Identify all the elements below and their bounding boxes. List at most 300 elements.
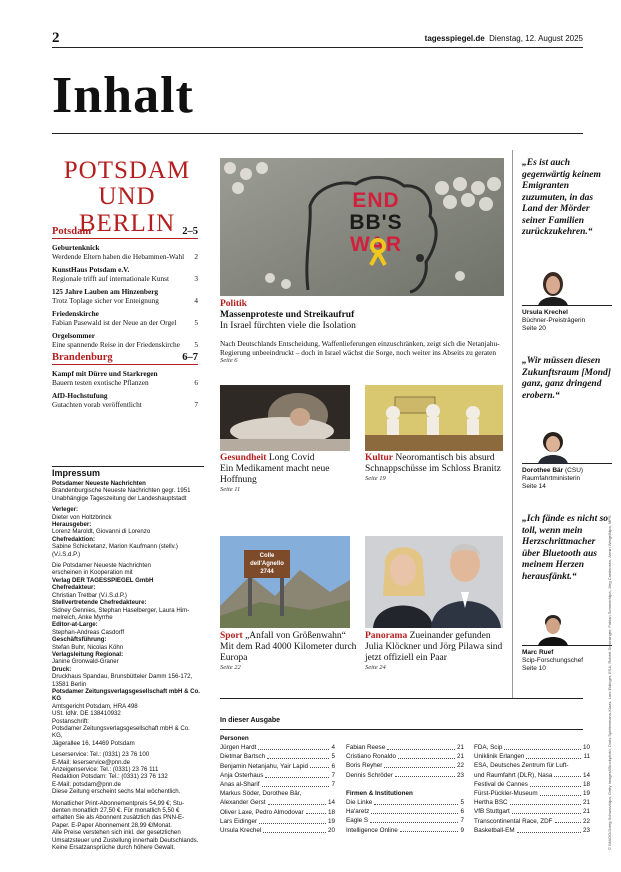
index-page: 21 <box>456 744 464 751</box>
pass-sign-line3: 2744 <box>260 569 274 575</box>
main-photo <box>220 158 504 296</box>
index-leader <box>554 771 581 778</box>
index-leader <box>510 798 581 805</box>
impressum-text: melreich, Anke Myrrhe <box>52 613 113 621</box>
impressum-line <box>52 658 204 665</box>
index-entry: Cristiano Ronaldo <box>346 753 397 761</box>
index-row <box>474 798 590 807</box>
index-row <box>220 808 335 817</box>
toc-brandenburg-pages: 6–7 <box>182 352 198 363</box>
impressum-text: Brandenburgische Neueste Nachrichten gegr. 1951 <box>52 487 191 495</box>
impressum-label: Verlagsleitung Regional: <box>52 650 124 658</box>
impressum-line <box>52 592 204 599</box>
index-page: 20 <box>327 827 335 835</box>
busts-image <box>365 385 503 451</box>
graffiti-line3: WAR <box>350 233 402 256</box>
impressum-label: Druck: <box>52 665 72 673</box>
impressum-line <box>52 599 204 606</box>
toc-item-text <box>52 369 158 387</box>
sport-kicker: Sport <box>220 631 243 641</box>
impressum-line <box>52 844 204 851</box>
impressum-line <box>52 666 204 673</box>
index-row <box>474 780 590 789</box>
pass-sign-line1: Colle <box>259 553 275 559</box>
impressum-text: Alle Preise verstehen sich inkl. der gesetzlichen <box>52 829 181 837</box>
index-page: 7 <box>331 771 335 779</box>
culture-article <box>365 453 505 482</box>
toc-potsdam-pages: 2–5 <box>182 226 198 237</box>
index-page: 9 <box>460 826 464 834</box>
impressum-text: 13581 Berlin <box>52 680 87 688</box>
index-leader <box>374 798 458 805</box>
impressum-text: Paper. E-Paper Abonnement 28,99 €/Monat. <box>52 821 172 829</box>
toc-item-title: 125 Jahre Lauben am Hinzenberg <box>52 287 159 296</box>
index-page: 21 <box>456 753 464 761</box>
main-page-ref: Seite 6 <box>220 357 238 364</box>
index-entry: Boris Reyher <box>346 762 383 770</box>
panorama-kicker: Panorama <box>365 631 408 641</box>
index-page: 21 <box>582 808 590 816</box>
index-entry: Ha'aretz <box>346 808 370 816</box>
index-row <box>346 826 464 835</box>
impressum-line <box>52 480 204 487</box>
quote-2-attribution <box>522 467 583 491</box>
impressum-text: Stephan-Andreas Casdorff <box>52 628 125 636</box>
masthead <box>425 34 583 43</box>
index-entry: Dietmar Bartsch <box>220 753 266 761</box>
avatar <box>536 430 570 464</box>
index-row <box>220 771 335 780</box>
index-entry: Hertha BSC <box>474 799 508 807</box>
toc-item-page: 5 <box>194 318 198 327</box>
toc-item-text <box>52 309 176 327</box>
impressum-label: Verlag DER TAGESSPIEGEL GmbH <box>52 576 154 584</box>
impressum-text: KG, <box>52 732 63 740</box>
toc-potsdam-list <box>52 243 198 349</box>
panorama-page-ref: Seite 24 <box>365 664 386 671</box>
toc-item-text <box>52 243 184 261</box>
toc-item-description: Trotz Toplage sicher vor Enteignung <box>52 296 159 305</box>
index-leader <box>400 826 459 833</box>
index-row <box>220 826 335 835</box>
impressum-text: Die Potsdamer Neueste Nachrichten <box>52 562 151 570</box>
impressum-text: Druckhaus Spandau, Brunsbütteler Damm 156-172, <box>52 673 193 681</box>
toc-item-page: 4 <box>194 296 198 305</box>
index-leader <box>267 752 329 759</box>
impressum-line <box>52 688 204 703</box>
issue-date: Dienstag, 12. August 2025 <box>489 34 583 43</box>
index-entry: Basketball-EM <box>474 826 515 834</box>
sleeping-person-image <box>220 385 350 451</box>
impressum-text: denten monatlich 27,50 €. Für monatlich 5,50 € <box>52 807 180 815</box>
toc-item-description: Gutachten vorab veröffentlicht <box>52 400 142 409</box>
impressum-title: Impressum <box>52 468 101 478</box>
impressum-text: Umsatzsteuer und Zustellung innerhalb Deutschlands. <box>52 836 199 844</box>
impressum-line <box>52 621 204 628</box>
index-leader <box>265 771 329 778</box>
impressum-line <box>52 732 204 739</box>
index-leader <box>387 743 455 750</box>
avatar <box>536 612 570 646</box>
index-entry: Lars Eidinger <box>220 817 258 825</box>
impressum-line <box>52 521 204 528</box>
index-page: 10 <box>582 744 590 751</box>
impressum-line <box>52 759 204 766</box>
toc-item-description: Eine spannende Reise in der Friedenskirche <box>52 340 180 349</box>
impressum-line <box>52 829 204 836</box>
impressum-text: Postanschrift: <box>52 717 89 725</box>
index-firms-label: Firmen & Institutionen <box>346 789 413 797</box>
index-row <box>346 816 464 825</box>
column-divider <box>512 150 513 698</box>
impressum-label: Potsdamer Zeitungsverlagsgesellschaft mbH & Co. KG <box>52 687 200 703</box>
toc-item <box>52 265 198 283</box>
pass-sign <box>244 550 290 578</box>
index-page: 18 <box>327 808 335 816</box>
index-entry: Benjamin Netanjahu, Yair Lapid <box>220 762 308 770</box>
impressum-body <box>52 480 204 852</box>
index-column-3 <box>474 743 590 835</box>
index-leader <box>526 752 581 759</box>
index-rule <box>220 698 583 699</box>
toc-item <box>52 309 198 327</box>
impressum-text: Sidney Gennies, Stephan Haselberger, Laura Him- <box>52 606 190 614</box>
index-leader <box>540 789 581 796</box>
index-entry: Anas al-Sharif <box>220 781 260 789</box>
toc-item-description: Regionale trifft auf internationale Kunst <box>52 274 169 283</box>
main-kicker: Politik <box>220 299 247 309</box>
index-entry: Eagle S <box>346 817 369 825</box>
toc-item-page: 6 <box>194 378 198 387</box>
index-page: 23 <box>582 826 590 834</box>
impressum-text: Monatlicher Print-Abonnementpreis 54,99 €; Stu- <box>52 799 185 807</box>
impressum-text: Leserservice: Tel.: (0331) 23 76 100 <box>52 751 150 759</box>
toc-item-title: Orgelsommer <box>52 331 95 340</box>
index-leader <box>306 808 326 815</box>
index-page: 22 <box>582 817 590 825</box>
health-kicker: Gesundheit <box>220 453 267 463</box>
toc-brandenburg <box>52 352 198 413</box>
toc-brandenburg-list <box>52 369 198 409</box>
toc-potsdam-label: Potsdam <box>52 226 92 237</box>
index-leader <box>398 752 455 759</box>
toc-item-title: AfD-Hochstufung <box>52 391 108 400</box>
index-page: 4 <box>331 744 335 752</box>
main-subtitle: In Israel fürchten viele die Isolation <box>220 321 356 331</box>
sport-title: „Anfall von Größenwahn“ <box>245 631 346 641</box>
yellow-ribbon-icon <box>368 238 388 266</box>
page-number: 2 <box>52 30 60 46</box>
health-article <box>220 453 350 493</box>
quote-3-page: Seite 10 <box>522 665 546 672</box>
index-row <box>220 743 335 752</box>
index-column-1 <box>220 734 335 835</box>
avatar <box>536 270 570 306</box>
impressum-line <box>52 814 204 821</box>
quote-3-name: Marc Ruef <box>522 649 554 656</box>
impressum-text: E-Mail: potsdam@pnn.de <box>52 780 121 788</box>
index-row <box>220 817 335 826</box>
index-firms-list-2 <box>474 743 590 835</box>
toc-item-text <box>52 331 180 349</box>
quote-2: „Wir müssen diesen Zukunftsraum [Mond] ganz, ganz dringend erobern.“ <box>522 356 611 401</box>
index-entry: VfB Stuttgart <box>474 808 510 816</box>
impressum-label: Chefredaktion: <box>52 535 95 543</box>
impressum-label: Stellvertretende Chefredakteure: <box>52 599 147 607</box>
index-entry: Markus Söder, Dorothee Bär, <box>220 790 302 798</box>
toc-item <box>52 243 198 261</box>
impressum-line <box>52 788 204 795</box>
index-row <box>474 817 590 826</box>
impressum-label: Potsdamer Neueste Nachrichten <box>52 480 146 487</box>
panorama-subtitle: Julia Klöckner und Jörg Pilawa sind jetzt offiziell ein Paar <box>365 642 503 663</box>
toc-item <box>52 331 198 349</box>
index-row <box>474 826 590 835</box>
impressum-text: Stefan Buhr, Nicolas Köhn <box>52 643 124 651</box>
sport-subtitle: Mit dem Rad 4000 Kilometer durch Europa <box>220 642 357 663</box>
health-subtitle: Ein Medikament macht neue Hoffnung <box>220 464 330 485</box>
impressum-text: Christian Tretbar (V.i.S.d.P.) <box>52 591 127 599</box>
toc-potsdam-head <box>52 226 198 239</box>
impressum-line <box>52 703 204 710</box>
impressum-line <box>52 506 204 513</box>
impressum-text: Dieter von Holtzbrinck <box>52 513 112 521</box>
quote-1: „Es ist auch gegenwärtig keinem Emigranten zuzumuten, in das Land der Mörder seiner Familien zurückzukehren.“ <box>522 158 601 237</box>
impressum-line <box>52 562 204 569</box>
impressum-line <box>52 528 204 535</box>
index-page: 5 <box>460 799 464 807</box>
health-page-ref: Seite 11 <box>220 486 241 493</box>
index-page: 5 <box>331 753 335 761</box>
index-row <box>220 752 335 761</box>
main-body: Nach Deutschlands Entscheidung, Waffenlieferungen einzuschränken, zeigt sich die Netanjahu-Regierung unbeeindruckt – doch in Israel wächst die Sorge, noch weiter ins Abseits zu geraten <box>220 339 500 357</box>
impressum-text: Jägerallee 16, 14469 Potsdam <box>52 739 135 747</box>
header-rule <box>52 47 583 48</box>
index-row <box>220 789 335 798</box>
main-article <box>220 299 504 364</box>
index-leader <box>310 762 330 769</box>
impressum-text: Amtsgericht Potsdam, HRA 498 <box>52 702 138 710</box>
index-entry: Oliver Laxe, Pedro Almodovar <box>220 808 304 816</box>
toc-item <box>52 391 198 409</box>
index-page: 19 <box>582 790 590 798</box>
quote-1-portrait-wrap <box>522 270 612 306</box>
graffiti-line2: BB'S <box>349 211 403 234</box>
quote-3: „Ich fände es nicht so toll, wenn mein Herzschrittmacher über Bluetooth aus meinem Herzen herausfänkt.“ <box>522 514 609 582</box>
quote-1-role: Büchner-Preisträgerin <box>522 317 586 324</box>
index-entry: ESA, Deutsches Zentrum für Luft- <box>474 762 569 770</box>
toc-brandenburg-head <box>52 352 198 365</box>
index-row <box>346 771 464 780</box>
impressum-line <box>52 807 204 814</box>
index-row <box>474 752 590 761</box>
index-leader <box>512 807 581 814</box>
impressum-line <box>52 607 204 614</box>
index-firms-list <box>346 798 464 835</box>
impressum-line <box>52 584 204 591</box>
index-entry: Uniklinik Erlangen <box>474 753 525 761</box>
index-persons-label: Personen <box>220 735 249 742</box>
impressum-text: Lorenz Maroldt, Giovanni di Lorenzo <box>52 528 151 536</box>
impressum-line <box>52 636 204 643</box>
impressum-line <box>52 718 204 725</box>
index-page: 21 <box>582 799 590 807</box>
impressum-line <box>52 773 204 780</box>
impressum-line <box>52 651 204 658</box>
toc-item-text <box>52 265 169 283</box>
index-leader <box>258 743 329 750</box>
index-leader <box>268 798 326 805</box>
index-column-2 <box>346 743 464 835</box>
index-page: 23 <box>456 771 464 779</box>
impressum-text: Redaktion Potsdam: Tel.: (0331) 23 76 132 <box>52 773 168 781</box>
toc-item-description: Fabian Pasewald ist der Neue an der Orgel <box>52 318 177 327</box>
pass-sign-line2: dell'Agnello <box>250 561 284 567</box>
impressum-rule <box>52 466 204 467</box>
impressum-line <box>52 710 204 717</box>
toc-item <box>52 287 198 305</box>
index-entry: Festival de Cannes <box>474 780 528 788</box>
toc-item-title: Geburtenknick <box>52 243 100 252</box>
impressum-line <box>52 536 204 543</box>
index-row <box>220 762 335 771</box>
index-leader <box>371 807 458 814</box>
title-rule <box>52 133 583 134</box>
quote-3-portrait-wrap <box>522 612 612 646</box>
index-entry: Anja Osterhaus <box>220 771 264 779</box>
index-row <box>220 798 335 807</box>
index-leader <box>384 761 455 768</box>
impressum-line <box>52 766 204 773</box>
index-leader <box>395 771 455 778</box>
index-persons-list <box>220 743 335 835</box>
index-page: 18 <box>582 780 590 788</box>
toc-item-page: 3 <box>194 274 198 283</box>
couple-image <box>365 536 503 628</box>
impressum-line <box>52 644 204 651</box>
toc-item-title: KunstHaus Potsdam e.V. <box>52 265 130 274</box>
sport-article <box>220 631 360 671</box>
index-leader <box>263 826 326 833</box>
impressum-line <box>52 751 204 758</box>
index-entry: Alexander Gerst <box>220 799 266 807</box>
index-title-rule <box>220 729 583 730</box>
quote-1-page: Seite 20 <box>522 325 546 332</box>
impressum-text: Anzeigenservice: Tel.: (0331) 23 76 111 <box>52 766 159 774</box>
impressum-text: erhalten Sie als Abonnent zusätzlich das PNN-E- <box>52 814 185 822</box>
index-page: 11 <box>583 753 590 761</box>
index-row <box>346 761 464 770</box>
panorama-photo <box>365 536 503 628</box>
impressum-line <box>52 681 204 688</box>
impressum-label: Verleger: <box>52 506 79 514</box>
index-page: 14 <box>582 771 590 779</box>
toc-item-description: Bauern testen exotische Pflanzen <box>52 378 149 387</box>
index-page: 6 <box>331 762 335 770</box>
index-title: In dieser Ausgabe <box>220 717 281 724</box>
photo-credits-text: © IMAGO/Joerg Schwarz/dpa, Getty Images/iStockphoto, Doris Spiekermann-Klaas, Lars Eidinger, ESA, Robert Schlesinger, Fabian Sommer/dpa, Jörg Carstensen, Armin Weigel/dpa, MPS <box>607 515 612 850</box>
index-entry: Die Linke <box>346 799 373 807</box>
impressum-text: (V.i.S.d.P.) <box>52 550 81 558</box>
index-leader <box>517 826 581 833</box>
toc-item-page: 2 <box>194 252 198 261</box>
index-leader <box>504 743 581 750</box>
index-page: 7 <box>460 817 464 825</box>
impressum-line <box>52 725 204 732</box>
toc-item-title: Kampf mit Dürre und Starkregen <box>52 369 158 378</box>
index-leader <box>370 816 458 823</box>
toc-potsdam <box>52 226 198 353</box>
index-row <box>346 807 464 816</box>
impressum-line <box>52 551 204 558</box>
impressum-text: Sabine Schicketanz, Marion Kaufmann (stellv.) <box>52 543 178 551</box>
section-title <box>52 158 202 237</box>
index-row <box>220 780 335 789</box>
index-row <box>474 743 590 752</box>
toc-item <box>52 369 198 387</box>
index-entry: Intelligence Online <box>346 826 398 834</box>
index-entry: Jürgen Hardt <box>220 744 257 752</box>
quote-2-role: Raumfahrtministerin <box>522 475 581 482</box>
impressum-line <box>52 514 204 521</box>
impressum-text: erscheinen in Kooperation mit <box>52 569 133 577</box>
index-entry: Fürst-Pückler-Museum <box>474 790 538 798</box>
quote-3-role: Scip-Forschungschef <box>522 657 584 664</box>
toc-item-text <box>52 391 142 409</box>
index-leader <box>555 817 581 824</box>
index-page: 22 <box>456 762 464 770</box>
site-name: tagesspiegel.de <box>424 34 485 43</box>
section-title-line1: POTSDAM <box>63 157 191 184</box>
index-row <box>474 807 590 816</box>
quote-3-attribution <box>522 649 583 673</box>
index-row <box>474 761 590 770</box>
section-title-line2: UND BERLIN <box>78 183 176 237</box>
index-entry: FDA, Scip <box>474 744 503 751</box>
impressum-line <box>52 800 204 807</box>
index-page: 14 <box>327 799 335 807</box>
main-title: Massenproteste und Streikaufruf <box>220 310 355 320</box>
impressum-text: Keine Ersatzansprüche durch höhere Gewalt. <box>52 844 175 852</box>
impressum-line <box>52 495 204 502</box>
toc-item-title: Friedenskirche <box>52 309 99 318</box>
index-leader <box>262 780 330 787</box>
toc-item-text <box>52 287 159 305</box>
index-entry: Ursula Krechel <box>220 827 262 835</box>
index-page: 6 <box>460 808 464 816</box>
index-page: 19 <box>327 817 335 825</box>
culture-photo <box>365 385 503 451</box>
impressum-line <box>52 837 204 844</box>
quote-2-name: Dorothee Bär <box>522 467 564 474</box>
index-row <box>474 771 590 780</box>
impressum-line <box>52 569 204 576</box>
toc-item-page: 7 <box>194 400 198 409</box>
impressum-text: Potsdamer Zeitungsverlagsgesellschaft mbH & Co. <box>52 725 190 732</box>
toc-item-page: 5 <box>194 340 198 349</box>
impressum-label: Geschäftsführung: <box>52 636 107 644</box>
impressum-line <box>52 740 204 747</box>
sport-photo <box>220 536 350 628</box>
impressum-line <box>52 822 204 829</box>
impressum-line <box>52 781 204 788</box>
impressum-line <box>52 577 204 584</box>
impressum-line <box>52 673 204 680</box>
impressum-label: Herausgeber: <box>52 521 92 529</box>
sport-page-ref: Seite 22 <box>220 664 241 671</box>
index-entry: Transcontinental Race, ZDF <box>474 817 553 825</box>
culture-subtitle: Schnappschüsse im Schloss Branitz <box>365 464 501 474</box>
